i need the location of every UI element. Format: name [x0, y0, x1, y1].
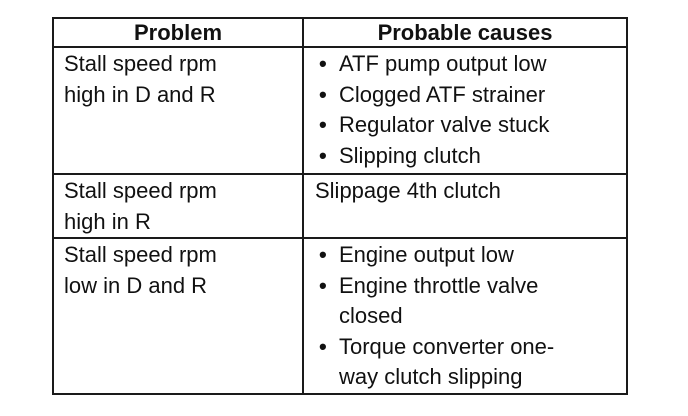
cause-text: Regulator valve stuck — [339, 112, 550, 137]
causes-cell — [303, 47, 627, 174]
cause-item — [313, 332, 620, 393]
problem-line: Stall speed rpm — [64, 178, 217, 203]
problem-line: low in D and R — [64, 272, 208, 298]
cause-text: ATF pump output low — [339, 51, 547, 76]
cause-item — [313, 141, 620, 172]
cause-text-line: Engine throttle valve — [339, 272, 539, 298]
cause-item — [313, 80, 620, 111]
problem-line: high in D and R — [64, 81, 216, 107]
cause-text: Slippage 4th clutch — [315, 178, 501, 203]
problem-line: Stall speed rpm — [64, 51, 217, 76]
causes-cell — [303, 238, 627, 394]
cause-text-line: closed — [339, 303, 403, 328]
bullet-icon: • — [319, 272, 327, 298]
cause-text: Clogged ATF strainer — [339, 81, 546, 107]
causes-list — [313, 49, 620, 171]
diagnosis-table — [52, 17, 628, 395]
cause-item — [313, 110, 620, 141]
problem-line: Stall speed rpm — [64, 242, 217, 267]
cause-text: Slipping clutch — [339, 142, 481, 168]
problem-cell — [53, 238, 303, 394]
header-problem: Problem — [53, 18, 303, 47]
cause-text: Engine output low — [339, 242, 514, 267]
problem-line: high in R — [64, 208, 151, 234]
cause-text-line: Torque converter one- — [339, 333, 555, 359]
table-row — [53, 174, 627, 238]
cause-item — [313, 240, 620, 271]
header-probable-causes: Probable causes — [303, 18, 627, 47]
cause-item — [313, 49, 620, 80]
bullet-icon: • — [319, 51, 327, 76]
cause-text-line: way clutch slipping — [339, 364, 523, 389]
causes-list — [313, 240, 620, 393]
table-row — [53, 238, 627, 394]
bullet-icon: • — [319, 142, 327, 168]
table-row — [53, 47, 627, 174]
bullet-icon: • — [319, 81, 327, 107]
problem-cell — [53, 174, 303, 238]
bullet-icon: • — [319, 242, 327, 267]
causes-cell — [303, 174, 627, 238]
bullet-icon: • — [319, 333, 327, 359]
cause-item — [313, 271, 620, 332]
header-row — [53, 18, 627, 47]
problem-cell — [53, 47, 303, 174]
bullet-icon: • — [319, 112, 327, 137]
